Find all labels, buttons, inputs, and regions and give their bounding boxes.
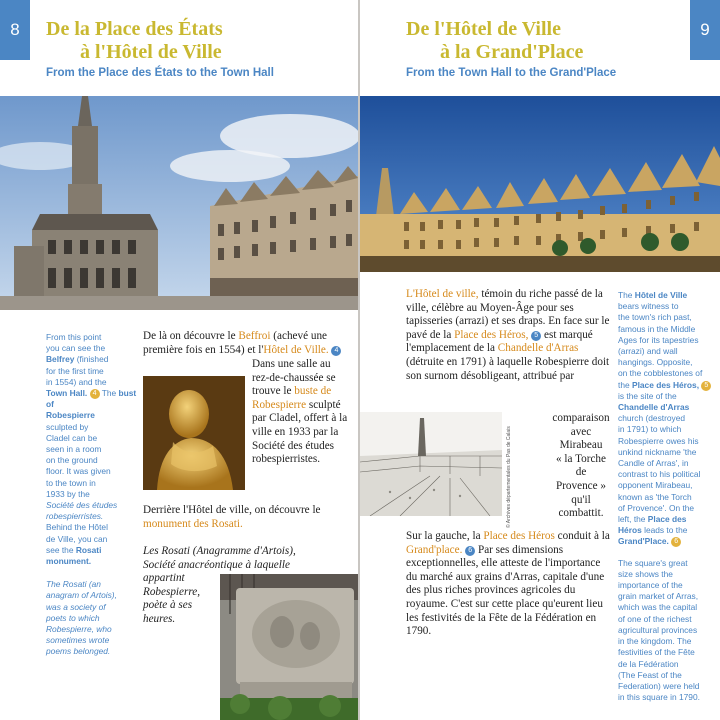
body-text-left-wrap: Dans une salle au rez-de-chaussée se trouve le buste de Robespierre sculpté par Cladel, offert à la ville en 1933 par la Société des études robespierristes. (252, 358, 348, 466)
grand-place-link[interactable]: Grand'place. (406, 543, 463, 556)
title-line-2: à la Grand'Place (440, 41, 584, 63)
title-line-1: De l'Hôtel de Ville (406, 18, 561, 40)
marker-4-badge: 4 (90, 389, 100, 399)
beffroi-link[interactable]: Beffroi (238, 330, 271, 342)
page-number-left: 8 (0, 0, 30, 60)
marker-6-badge-side: 6 (671, 537, 681, 547)
marker-4-badge-body: 4 (331, 346, 341, 356)
grand-place-photo (360, 96, 720, 272)
marker-5-badge: 5 (531, 331, 541, 341)
page-subtitle-right: From the Town Hall to the Grand'Place (406, 67, 617, 79)
chandelle-arras-link[interactable]: Chandelle d'Arras (497, 342, 579, 355)
page-title-right (406, 18, 583, 64)
body-text-right-p2: Sur la gauche, la Place des Héros conduit à la Grand'place. 6 Par ses dimensions exceptionnelles, elle atteste de l'importance du marché aux grains d'Arras, capitale d'une des plus riches provinces agricoles du royaume. C'est sur cette place qu'eurent lieu les festivités de la Fête de la Fédération en 1790. (406, 530, 610, 638)
left-page (0, 0, 358, 720)
body-text-right-wrap: comparaison avec Mirabeau « la Torche de Provence » qu'il combattit. (552, 412, 610, 520)
belfry-photo (0, 96, 358, 310)
sidebar-english-right (618, 290, 718, 703)
buste-robespierre-link[interactable]: buste de Robespierre (252, 385, 332, 411)
page-subtitle-left: From the Place des États to the Town Hall (46, 67, 274, 79)
image-credit: © Archives départementales du Pas de Calais (506, 426, 512, 528)
rosati-monument-photo (220, 574, 358, 720)
hotel-de-ville-link[interactable]: Hôtel de Ville. (263, 343, 329, 356)
sidebar-paragraph-1: The Hôtel de Ville bears witness to the town's rich past, famous in the Middle Ages for its tapestries (arrazi) and wall hangings. Opposite, on the cobblestones of the Place des Héros, 5 is the site of the Chandelle d'Arras church (destroyed in 1791) to which Robespierre owes his unkind nickname 'the Candle of Arras', in contrast to his political opponent Mirabeau, known as 'the Torch of Provence'. On the left, the Place des Héros leads to the Grand'Place. 6 (618, 290, 718, 548)
title-line-1: De la Place des États (46, 18, 223, 40)
marker-5-badge-side: 5 (701, 381, 711, 391)
body-text-left-p2: Derrière l'Hôtel de ville, on découvre le monument des Rosati. (143, 504, 321, 530)
body-text-right-p1: L'Hôtel de ville, témoin du riche passé de la ville, célèbre au Moyen-Âge pour ses tapisseries (arrazi) et ses draps. En face sur le pavé de la Place des Héros, 5 est marqué l'emplacement de la Chandelle d'Arras (détruite en 1791) à laquelle Robespierre doit son surnom désobligeant, attribué par (406, 288, 610, 382)
engraving-image (360, 412, 502, 516)
sidebar-paragraph-1: From this point you can see the Belfrey (finished for the first time in 1554) and the Town Hall. 4 The bust of Robespierre sculpted by Cladel can be seen in a room on the ground floor. It was given to the town in 1933 by the Société des études robespierristes. Behind the Hôtel de Ville, you can see the Rosati monument. (46, 332, 137, 567)
right-page (360, 0, 720, 720)
sidebar-paragraph-2: The square's great size shows the importance of the grain market of Arras, which was the capital of one of the richest agricultural provinces in the kingdom. The festivities of the Fête de la Fédération (The Feast of the Federation) were held in this square in 1790. (618, 557, 700, 703)
robespierre-bust-photo (143, 376, 245, 490)
monument-rosati-link[interactable]: monument des Rosati. (143, 517, 243, 530)
page-number-right: 9 (690, 0, 720, 60)
body-text-left-p3: Les Rosati (Anagramme d'Artois), Société anacréontique à laquelle appartint Robespierre, poète à ses heures. (143, 545, 296, 625)
sidebar-english-left (46, 332, 138, 658)
body-text-left-p1: De là on découvre le Beffroi (achevé une première fois en 1554) et l'Hôtel de Ville. 4 (143, 330, 349, 357)
marker-6-badge: 6 (465, 546, 475, 556)
place-des-heros-link[interactable]: Place des Héros, (454, 328, 529, 341)
sidebar-paragraph-2: The Rosati (an anagram of Artois), was a society of poets to which Robespierre, who sometimes wrote poems belonged. (46, 579, 117, 657)
place-des-heros-link-2[interactable]: Place des Héros (483, 530, 555, 542)
title-line-2: à l'Hôtel de Ville (80, 41, 222, 63)
page-title-left (46, 18, 223, 64)
hotel-de-ville-link[interactable]: L'Hôtel de ville, (406, 288, 479, 300)
